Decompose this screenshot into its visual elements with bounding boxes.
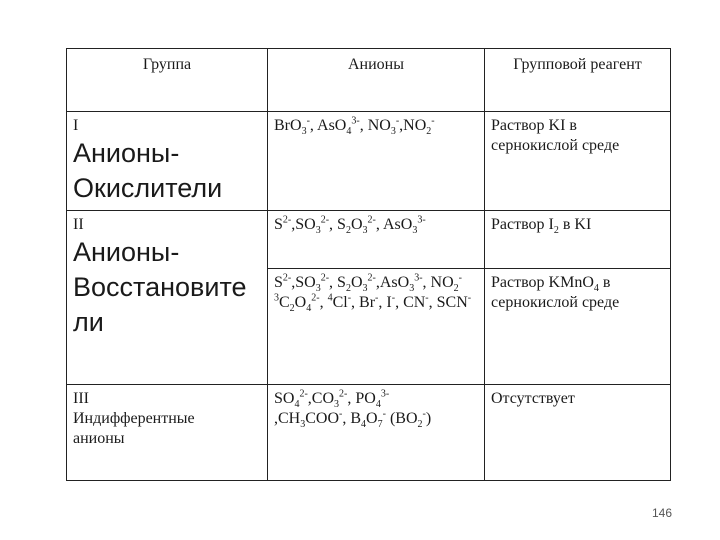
anions-table (66, 48, 671, 481)
anions-formula: BrO$_3$-, AsO$_4^{3-}$, $NO_3^-,NO_2^-$ (274, 115, 435, 138)
group-cell-3 (67, 385, 268, 481)
group-name: Индифферентные анионы (73, 410, 195, 448)
group-number: III (73, 390, 89, 408)
anions-formula: $SO_4^{2-},CO_3^{2-}$, $PO_4^{3-}$ $,CH_3COO^-$, $B_4O_7^-$ $(BO_2^-)$ (274, 388, 432, 431)
anions-cell-2b (268, 269, 485, 385)
reagent-cell-2a (485, 211, 671, 269)
group-number: I (73, 117, 79, 134)
page-number: 146 (652, 506, 673, 520)
header-anions: Анионы (268, 49, 485, 112)
group-cell-2 (67, 211, 268, 385)
anions-formula: $S^{2-},SO_3^{2-}$, $S_2O_3^{2-}$, AsO$_3^{3-}$ (274, 214, 426, 237)
anions-formula: $S^{2-},SO_3^{2-}$, $S_2O_3^{2-},AsO_3^{3-}$, $NO_2^-$ $^3C_2O_4^{2-}$, $^4$Cl-, Br-, I-, CN-, SCN- (274, 272, 472, 315)
group-cell-1 (67, 112, 268, 211)
table-row-group-1 (67, 112, 671, 211)
table-header-row (67, 49, 671, 112)
group-name: Анионы- Восстановите ли (73, 237, 247, 338)
anions-cell-3 (268, 385, 485, 481)
table-row-group-2a (67, 211, 671, 269)
table-row-group-3 (67, 385, 671, 481)
reagent-cell-2b (485, 269, 671, 385)
group-number: II (73, 216, 84, 234)
reagent-cell-3 (485, 385, 671, 481)
anions-cell-1 (268, 112, 485, 211)
group-name: Анионы- Окислители (73, 138, 223, 204)
anions-cell-2a (268, 211, 485, 269)
reagent-cell-1 (485, 112, 671, 211)
reagent-text: Раствор KMnO$_4$ в сернокислой среде (491, 274, 620, 312)
header-group: Группа (67, 49, 268, 112)
reagent-text: Отсутствует (491, 390, 575, 408)
header-reagent: Групповой реагент (485, 49, 671, 112)
reagent-text: Раствор $I_2$ в KI (491, 216, 592, 237)
reagent-text: Раствор KI в сернокислой среде (491, 117, 620, 154)
